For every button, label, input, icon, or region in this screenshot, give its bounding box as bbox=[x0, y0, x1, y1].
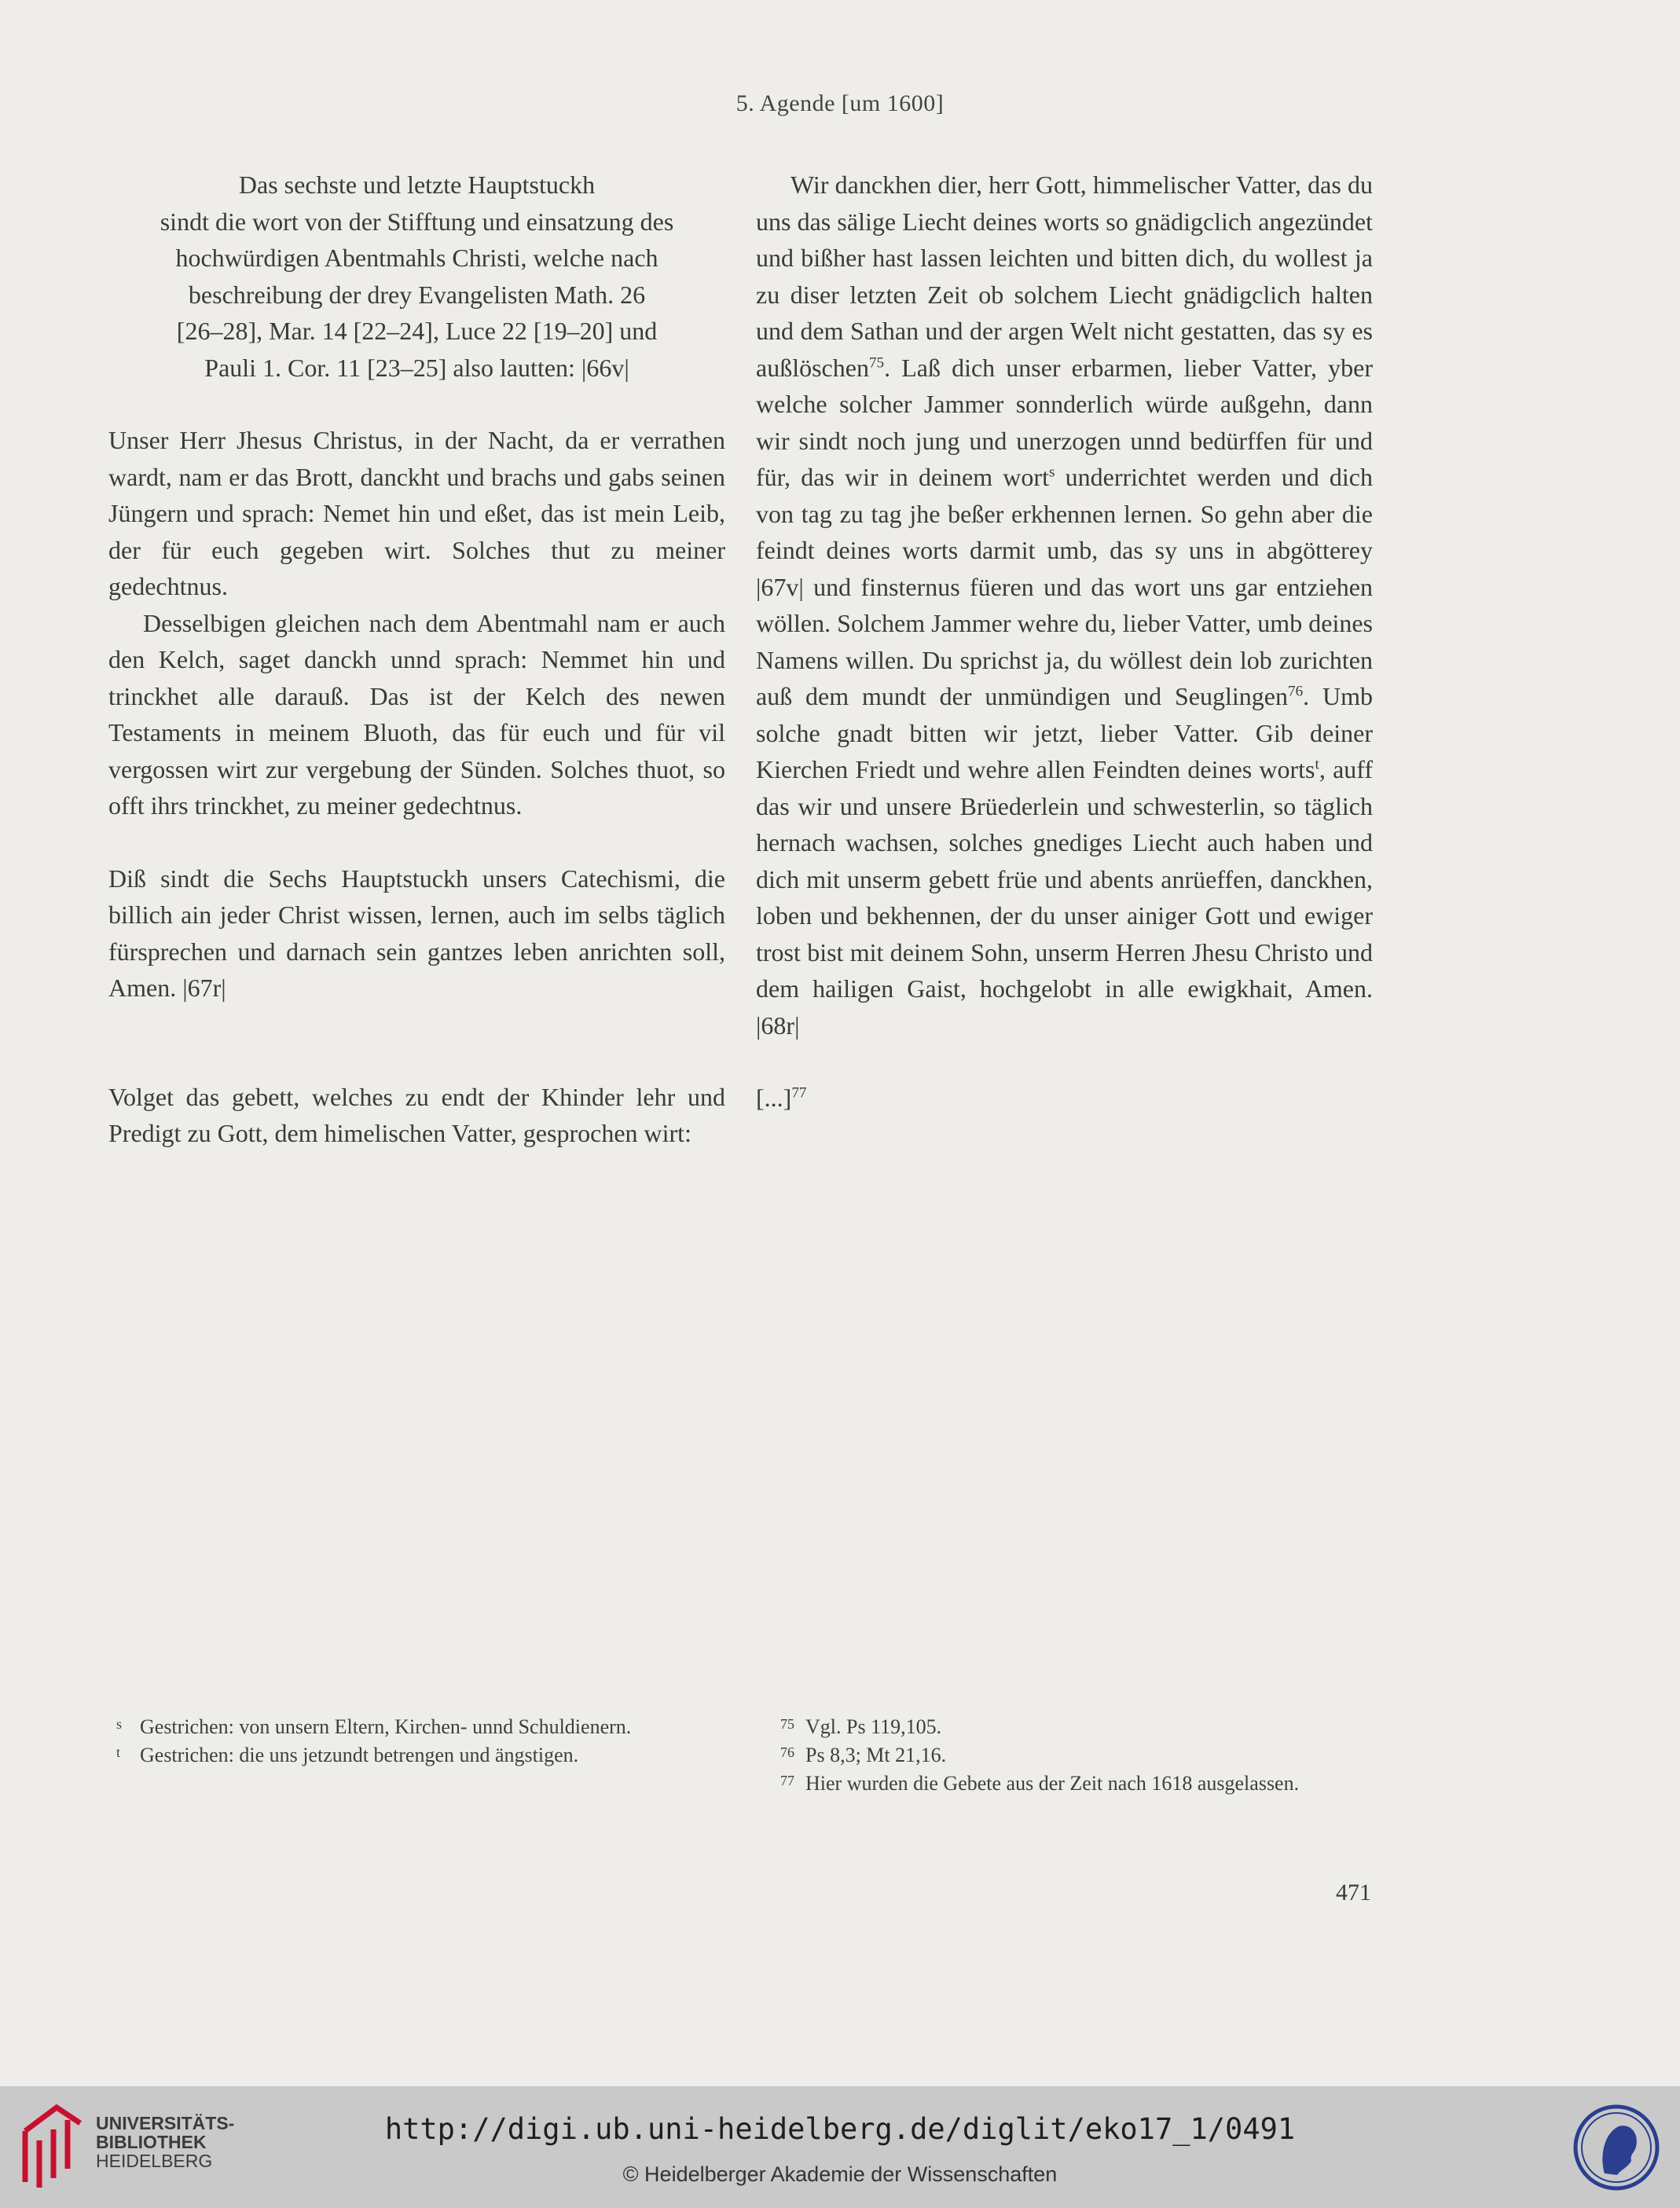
heading-line: [26–28], Mar. 14 [22–24], Luce 22 [19–20] und bbox=[176, 317, 658, 345]
left-column bbox=[108, 167, 725, 1152]
footnote: t Gestrichen: die uns jetzundt betrengen und ängstigen. bbox=[140, 1744, 731, 1767]
footnote-mark: 75 bbox=[780, 1716, 794, 1732]
footnote-ref: 77 bbox=[791, 1084, 807, 1102]
footnote-ref: s bbox=[1048, 464, 1055, 481]
footnote-ref: 75 bbox=[868, 354, 885, 371]
library-name: UNIVERSITÄTS- BIBLIOTHEK HEIDELBERG bbox=[96, 2113, 235, 2171]
folio-marker: |67v| bbox=[756, 572, 804, 601]
copyright-notice: © Heidelberger Akademie der Wissenschaften bbox=[622, 2162, 1058, 2186]
footnotes-commentary bbox=[780, 1715, 1379, 1800]
footnote: 75 Vgl. Ps 119,105. bbox=[805, 1715, 1379, 1739]
section-heading bbox=[108, 167, 725, 386]
right-column bbox=[756, 167, 1373, 1117]
footnote: 77 Hier wurden die Gebete aus der Zeit nach 1618 ausgelassen. bbox=[805, 1772, 1379, 1795]
omission-mark: [...]$^{77}$ bbox=[756, 1084, 807, 1112]
heading-line: sindt die wort von der Stifftung und einsatzung des bbox=[160, 207, 674, 236]
paragraph-words-of-institution: Unser Herr Jhesus Christus, in der Nacht, da er verrathen wardt, nam er das Brott, danckht und brachs und gabs seinen Jüngern und sprach: Nemet hin und eßet, das ist mein Leib, der für euch gegeben wirt. Solches thut zu meiner gedechtnus. bbox=[108, 426, 725, 600]
paragraph-cup: Desselbigen gleichen nach dem Abentmahl nam er auch den Kelch, saget danckh unnd sprach: Nemmet hin und trinckhet alle darauß. Das ist der Kelch des newen Testaments in meinem Bluoth, das für euch und für vil vergossen wirt zur vergebung der Sünden. Solches thuot, so offt ihrs trinckhet, zu meiner gedechtnus. bbox=[108, 608, 725, 820]
heading-line: hochwürdigen Abentmahls Christi, welche nach bbox=[175, 244, 658, 272]
footnote-mark: t bbox=[116, 1744, 121, 1760]
footnote-mark: s bbox=[116, 1716, 123, 1732]
heading-line: Das sechste und letzte Hauptstuckh bbox=[238, 171, 596, 199]
footnote-ref: t bbox=[1315, 756, 1319, 773]
paragraph-prayer: Wir danckhen dier, herr Gott, himmelischer Vatter, das du uns das sälige Liecht deines worts so gnädigclich angezündet und bißher hast lassen leichten und bitten dich, du wollest ja zu diser letzten Zeit ob solchem Liecht gnädigclich halten und dem Sathan und der argen Welt nicht gestatten, das sy es außlöschen$^{75}$. Laß dich unser erbarmen, lieber Vatter, yber welche solcher Jammer sonnderlich würde außgehn, dann wir sindt noch jung und unerzogen unnd bedürffen für und für, das wir in deinem wort$^s$ underrichtet werden und dich von tag zu tag jhe beßer erkhennen lernen. So gehn aber die feindt deines worts darmit umb, das sy uns in abgötterey |67v| und finsternus füeren und das wort uns gar entziehen wöllen. Solchem Jammer wehre du, lieber Vatter, umb deines Namens willen. Du sprichst ja, du wöllest dein lob zurichten auß dem mundt der unmündigen und Seuglingen$^{76}$. Umb solche gnadt bitten wir jetzt, lieber Vatter. Gib deiner Kierchen Friedt und wehre allen Feindten deines worts$^t$, auff das wir und unsere Brüederlein und schwesterlin, so täglich hernach wachsen, solches gnediges Liecht auch haben und dich mit unserm gebett früe und abents anrüeffen, danckhen, loben und bekhennen, der du unser ainiger Gott und ewiger trost bist mit deinem Sohn, unserm Herren Jhesu Christo und dem hailigen Gaist, hochgelobt in alle ewigkhait, Amen. |68r| bbox=[756, 171, 1374, 1040]
footnote-mark: 76 bbox=[780, 1744, 794, 1760]
footnotes-textual bbox=[116, 1715, 731, 1772]
running-head: 5. Agende [um 1600] bbox=[735, 90, 945, 116]
page-number: 471 bbox=[1336, 1880, 1371, 1905]
folio-marker: |66v| bbox=[581, 353, 629, 382]
academy-seal-icon[interactable] bbox=[1573, 2103, 1660, 2192]
footnote-ref: 76 bbox=[1287, 683, 1304, 700]
folio-marker: |67r| bbox=[182, 974, 226, 1002]
heading-last-text: Pauli 1. Cor. 11 [23–25] also lautten: bbox=[204, 353, 581, 382]
paragraph-six-chief-parts: Diß sindt die Sechs Hauptstuckh unsers Catechismi, die billich ain jeder Christ wissen, lernen, auch im selbs täglich fürsprechen und darnach sein gantzes leben anrichten soll, Amen. |67r| bbox=[108, 864, 725, 1002]
folio-marker: |68r| bbox=[756, 1010, 800, 1040]
heading-line: beschreibung der drey Evangelisten Math. 26 bbox=[188, 280, 646, 309]
footnote-mark: 77 bbox=[780, 1773, 794, 1788]
footnote: s Gestrichen: von unsern Eltern, Kirchen- unnd Schuldienern. bbox=[140, 1715, 731, 1739]
footnote: 76 Ps 8,3; Mt 21,16. bbox=[805, 1744, 1379, 1767]
permalink-url[interactable]: http://digi.ub.uni-heidelberg.de/diglit/eko17_1/0491 bbox=[384, 2112, 1296, 2146]
paragraph-prayer-intro: Volget das gebett, welches zu endt der Khinder lehr und Predigt zu Gott, dem himelischen Vatter, gesprochen wirt: bbox=[108, 1082, 725, 1147]
viewer-footer bbox=[0, 2086, 1680, 2208]
heading-line bbox=[108, 350, 725, 387]
